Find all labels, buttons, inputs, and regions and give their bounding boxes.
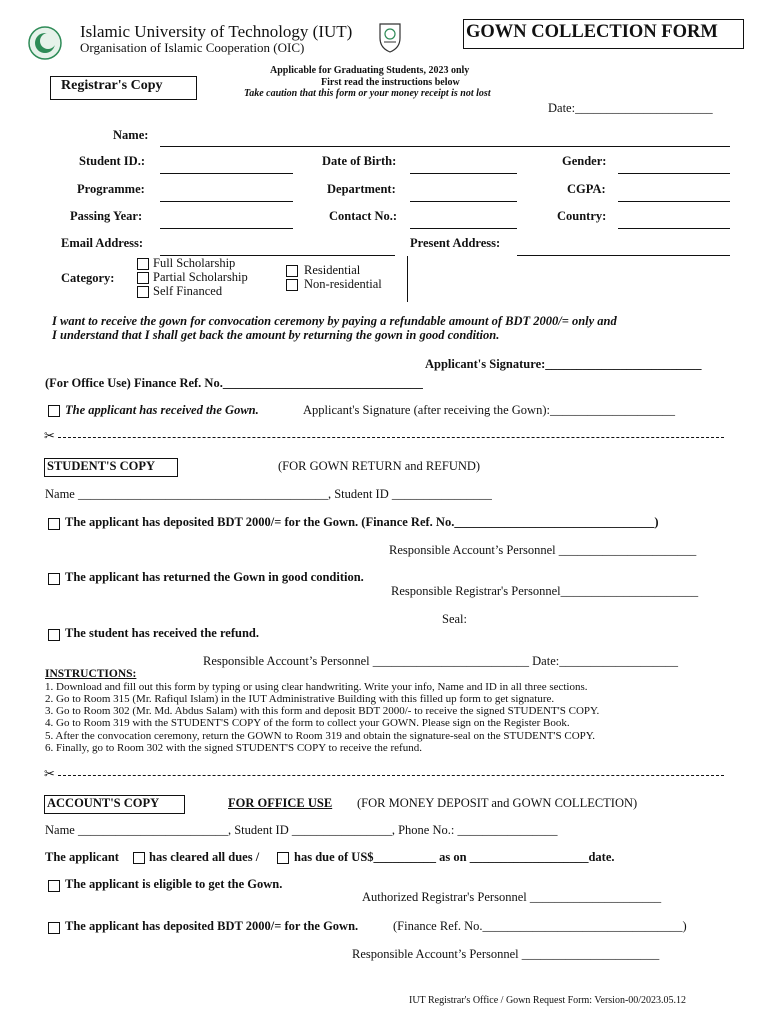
cleared-dues-checkbox[interactable] — [133, 852, 145, 864]
account-personnel-field[interactable]: Responsible Account’s Personnel ______________________ — [352, 947, 660, 961]
dob-label: Date of Birth: — [322, 154, 397, 168]
student-id-label: Student ID.: — [79, 154, 145, 168]
instructions-title: INSTRUCTIONS: — [45, 668, 137, 680]
category-label: Category: — [61, 271, 115, 285]
dob-input-line[interactable] — [410, 173, 517, 174]
accounts-personnel-date-field[interactable]: Responsible Account’s Personnel _________________________ Date:___________________ — [203, 654, 678, 668]
name-input-line[interactable] — [160, 146, 730, 147]
seal-label: Seal: — [442, 612, 467, 626]
instruction-item: 2. Go to Room 315 (Mr. Rafiqul Islam) in the IUT Administrative Building with this filled up form to get signature. — [45, 693, 555, 705]
date-field[interactable]: Date:______________________ — [548, 101, 713, 115]
deposited-label: The applicant has deposited BDT 2000/= for the Gown. (Finance Ref. No.________________________________) — [65, 515, 659, 529]
student-name-id-field[interactable]: Name ________________________________________, Student ID ________________ — [45, 487, 492, 501]
instruction-item: 4. Go to Room 319 with the STUDENT'S COPY of the form to collect your GOWN. Please sign on the Register Book. — [45, 717, 570, 729]
student-copy-subtitle: (FOR GOWN RETURN and REFUND) — [278, 459, 481, 473]
department-label: Department: — [327, 182, 396, 196]
account-name-id-phone-field[interactable]: Name ________________________, Student ID ________________, Phone No.: ________________ — [45, 823, 558, 837]
student-id-input-line[interactable] — [160, 173, 293, 174]
contact-label: Contact No.: — [329, 209, 398, 223]
email-label: Email Address: — [61, 236, 144, 250]
eligible-checkbox[interactable] — [48, 880, 60, 892]
residential-checkbox[interactable] — [286, 265, 298, 277]
instruction-item: 3. Go to Room 302 (Mr. Md. Abdus Salam) with this form and deposit BDT 2000/- to receive the signed STUDENT'S COPY. — [45, 705, 600, 717]
cgpa-input-line[interactable] — [618, 201, 730, 202]
partial-scholarship-checkbox[interactable] — [137, 272, 149, 284]
student-copy-title: STUDENT'S COPY — [47, 459, 156, 473]
university-name: Islamic University of Technology (IUT) — [80, 22, 353, 41]
cgpa-label: CGPA: — [567, 182, 606, 196]
form-title: GOWN COLLECTION FORM — [466, 22, 718, 42]
iut-crest-icon — [376, 20, 404, 54]
passing-year-label: Passing Year: — [70, 209, 143, 223]
passing-year-input-line[interactable] — [160, 228, 293, 229]
has-due-field[interactable]: has due of US$__________ as on ___________________date. — [294, 850, 615, 864]
cleared-dues-label: has cleared all dues / — [149, 850, 260, 864]
residential-label: Residential — [304, 263, 361, 277]
gender-input-line[interactable] — [618, 173, 730, 174]
non-residential-label: Non-residential — [304, 277, 382, 291]
received-gown-label: The applicant has received the Gown. — [65, 403, 259, 417]
refund-checkbox[interactable] — [48, 629, 60, 641]
self-financed-checkbox[interactable] — [137, 286, 149, 298]
non-residential-checkbox[interactable] — [286, 279, 298, 291]
instruction-item: 5. After the convocation ceremony, return the GOWN to Room 319 and obtain the signature-seal on the STUDENT'S COPY. — [45, 730, 596, 742]
contact-input-line[interactable] — [410, 228, 517, 229]
applicant-signature[interactable]: Applicant's Signature:_________________________ — [425, 357, 702, 371]
caution-note: Take caution that this form or your money receipt is not lost — [244, 88, 491, 99]
authorized-registrar-field[interactable]: Authorized Registrar's Personnel _____________________ — [362, 890, 662, 904]
programme-label: Programme: — [77, 182, 145, 196]
address-divider — [407, 256, 408, 302]
scissors-icon: ✂ — [44, 766, 55, 781]
office-use-rest: (FOR MONEY DEPOSIT and GOWN COLLECTION) — [357, 796, 638, 810]
registrar-personnel-field[interactable]: Responsible Registrar's Personnel______________________ — [391, 584, 699, 598]
partial-scholarship-label: Partial Scholarship — [153, 270, 248, 284]
name-label: Name: — [113, 128, 149, 142]
received-gown-checkbox[interactable] — [48, 405, 60, 417]
declaration-line-1: I want to receive the gown for convocation ceremony by paying a refundable amount of BDT 2000/= only and — [52, 314, 617, 328]
account-copy-title: ACCOUNT'S COPY — [47, 796, 160, 810]
eligible-label: The applicant is eligible to get the Gown. — [65, 877, 283, 891]
copy-label: Registrar's Copy — [61, 78, 163, 93]
account-deposited-checkbox[interactable] — [48, 922, 60, 934]
signature-after-receiving[interactable]: Applicant's Signature (after receiving the Gown):____________________ — [303, 403, 675, 417]
finance-ref-field[interactable]: (For Office Use) Finance Ref. No.________________________________ — [45, 376, 423, 390]
declaration-line-2: I understand that I shall get back the amount by returning the gown in good condition. — [52, 328, 500, 342]
returned-checkbox[interactable] — [48, 573, 60, 585]
cut-line — [58, 437, 724, 438]
self-financed-label: Self Financed — [153, 284, 223, 298]
organisation-name: Organisation of Islamic Cooperation (OIC) — [80, 40, 305, 55]
accounts-personnel-field[interactable]: Responsible Account’s Personnel ______________________ — [389, 543, 697, 557]
full-scholarship-label: Full Scholarship — [153, 256, 236, 270]
first-read-note: First read the instructions below — [321, 77, 460, 88]
instruction-item: 6. Finally, go to Room 302 with the signed STUDENT'S COPY to receive the refund. — [45, 742, 422, 754]
present-address-label: Present Address: — [410, 236, 501, 250]
department-input-line[interactable] — [410, 201, 517, 202]
programme-input-line[interactable] — [160, 201, 293, 202]
applicable-note: Applicable for Graduating Students, 2023 only — [270, 65, 470, 76]
footer-version: IUT Registrar's Office / Gown Request Form: Version-00/2023.05.12 — [409, 995, 687, 1006]
has-due-checkbox[interactable] — [277, 852, 289, 864]
oic-logo — [28, 26, 62, 60]
country-label: Country: — [557, 209, 607, 223]
gender-label: Gender: — [562, 154, 607, 168]
applicant-label: The applicant — [45, 850, 119, 864]
account-finance-ref-field[interactable]: (Finance Ref. No.________________________________) — [393, 919, 687, 933]
cut-line — [58, 775, 724, 776]
refund-label: The student has received the refund. — [65, 626, 259, 640]
office-use-label: FOR OFFICE USE — [228, 796, 333, 810]
returned-label: The applicant has returned the Gown in good condition. — [65, 570, 364, 584]
instruction-item: 1. Download and fill out this form by typing or using clear handwriting. Write your info, Name and ID in all three sections. — [45, 681, 588, 693]
deposited-checkbox[interactable] — [48, 518, 60, 530]
account-deposited-label: The applicant has deposited BDT 2000/= for the Gown. — [65, 919, 359, 933]
full-scholarship-checkbox[interactable] — [137, 258, 149, 270]
country-input-line[interactable] — [618, 228, 730, 229]
scissors-icon: ✂ — [44, 428, 55, 443]
present-address-input-line[interactable] — [517, 255, 730, 256]
